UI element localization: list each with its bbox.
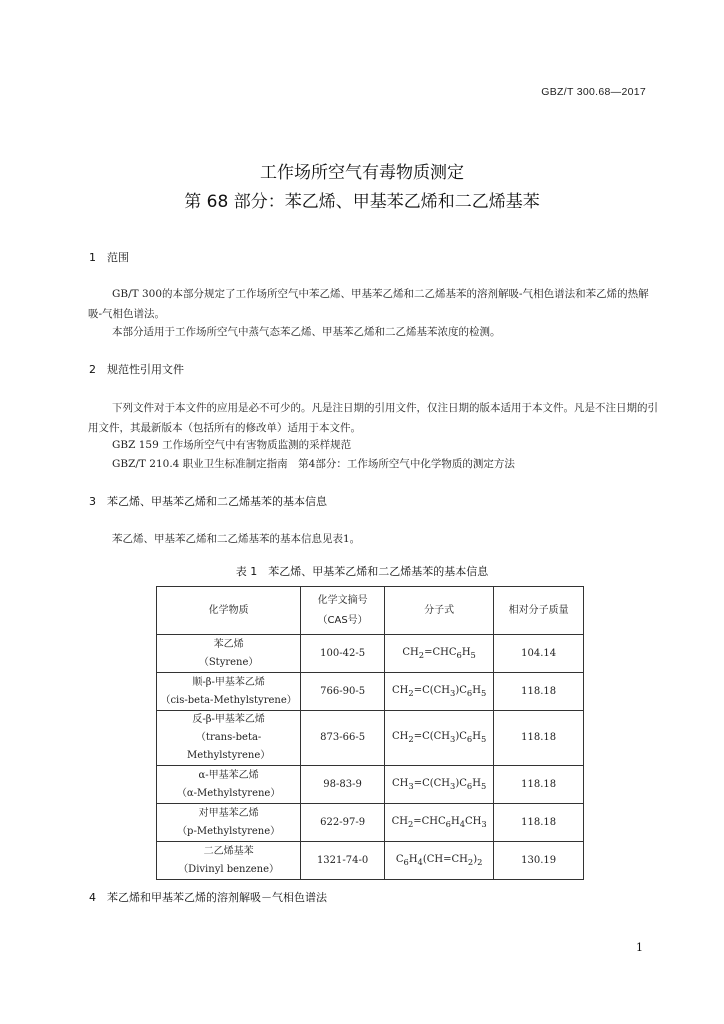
molecular-weight-cell: 118.18 bbox=[494, 766, 584, 804]
cas-cell: 100-42-5 bbox=[301, 635, 385, 673]
substance-name-cell bbox=[157, 635, 301, 673]
substance-name-en: （p-Methylstyrene） bbox=[177, 825, 281, 837]
header-cas-line1: 化学文摘号 bbox=[317, 594, 368, 606]
cas-cell: 873-66-5 bbox=[301, 711, 385, 766]
substance-name-cell bbox=[157, 711, 301, 766]
table-row bbox=[157, 635, 584, 673]
table-row bbox=[157, 766, 584, 804]
molecular-weight-cell: 118.18 bbox=[494, 804, 584, 842]
substance-name-en: （trans-beta-Methylstyrene） bbox=[186, 732, 271, 761]
section-number: 1 bbox=[89, 251, 96, 264]
table-row bbox=[157, 673, 584, 711]
scope-paragraph-2: 本部分适用于工作场所空气中蒸气态苯乙烯、甲基苯乙烯和二乙烯基苯浓度的检测。 bbox=[112, 326, 501, 338]
document-title-line1: 工作场所空气有毒物质测定 bbox=[260, 163, 464, 183]
cas-cell: 622-97-9 bbox=[301, 804, 385, 842]
section-number: 2 bbox=[89, 363, 96, 376]
section-heading-scope bbox=[89, 249, 129, 265]
section-title: 规范性引用文件 bbox=[107, 363, 184, 376]
cas-cell: 1321-74-0 bbox=[301, 842, 385, 880]
cas-cell: 98-83-9 bbox=[301, 766, 385, 804]
section-heading-normative-references bbox=[89, 361, 184, 377]
substance-name-cn: 顺-β-甲基苯乙烯 bbox=[192, 676, 265, 688]
substance-name-en: （α-Methylstyrene） bbox=[176, 787, 281, 799]
section-number: 4 bbox=[89, 891, 96, 904]
molecular-weight-cell: 118.18 bbox=[494, 711, 584, 766]
reference-gbzt-210-4: GBZ/T 210.4 职业卫生标准制定指南 第4部分：工作场所空气中化学物质的测定方法 bbox=[112, 458, 515, 470]
header-chemical-substance: 化学物质 bbox=[157, 587, 301, 635]
table-row bbox=[157, 711, 584, 766]
section-heading-basic-info bbox=[89, 493, 327, 509]
substance-name-en: （Divinyl benzene） bbox=[178, 863, 280, 875]
table-caption: 表 1 苯乙烯、甲基苯乙烯和二乙烯基苯的基本信息 bbox=[235, 565, 489, 578]
reference-gbz-159: GBZ 159 工作场所空气中有害物质监测的采样规范 bbox=[112, 439, 352, 451]
basic-info-table bbox=[156, 586, 584, 880]
section-title: 范围 bbox=[107, 251, 129, 264]
substance-name-cn: 反-β-甲基苯乙烯 bbox=[192, 714, 265, 725]
header-molecular-weight: 相对分子质量 bbox=[494, 587, 584, 635]
substance-name-cn: 二乙烯基苯 bbox=[203, 845, 254, 857]
section-title: 苯乙烯、甲基苯乙烯和二乙烯基苯的基本信息 bbox=[107, 495, 327, 508]
substance-name-cell bbox=[157, 804, 301, 842]
standard-code-header: GBZ/T 300.68—2017 bbox=[541, 86, 646, 98]
header-cas-number bbox=[301, 587, 385, 635]
substance-name-cell bbox=[157, 842, 301, 880]
header-molecular-formula: 分子式 bbox=[384, 587, 493, 635]
table-header-row bbox=[157, 587, 584, 635]
table-row bbox=[157, 804, 584, 842]
references-intro-paragraph: 下列文件对于本文件的应用是必不可少的。凡是注日期的引用文件，仅注日期的版本适用于本文件。凡是不注日期的引用文件，其最新版本（包括所有的修改单）适用于本文件。 bbox=[88, 402, 658, 434]
substance-name-cell bbox=[157, 673, 301, 711]
formula-cell: $CH_2=CHC_6H_4CH_3$ bbox=[384, 804, 493, 842]
page-number: 1 bbox=[636, 941, 643, 954]
section-number: 3 bbox=[89, 495, 96, 508]
substance-name-cn: 苯乙烯 bbox=[213, 638, 244, 650]
formula-cell: $C_6H_4(CH=CH_2)_2$ bbox=[384, 842, 493, 880]
scope-paragraph-1: GB/T 300的本部分规定了工作场所空气中苯乙烯、甲基苯乙烯和二乙烯基苯的溶剂解吸-气相色谱法和苯乙烯的热解吸-气相色谱法。 bbox=[88, 288, 649, 320]
formula-cell: $CH_2=CHC_6H_5$ bbox=[384, 635, 493, 673]
substance-name-en: （Styrene） bbox=[198, 656, 259, 668]
substance-name-cn: α-甲基苯乙烯 bbox=[198, 769, 259, 781]
substance-name-cell bbox=[157, 766, 301, 804]
substance-name-en: （cis-beta-Methylstyrene） bbox=[160, 694, 297, 706]
cas-cell: 766-90-5 bbox=[301, 673, 385, 711]
table-row bbox=[157, 842, 584, 880]
molecular-weight-cell: 130.19 bbox=[494, 842, 584, 880]
formula-cell: $CH_3=C(CH_3)C_6H_5$ bbox=[384, 766, 493, 804]
molecular-weight-cell: 118.18 bbox=[494, 673, 584, 711]
formula-cell: $CH_2=C(CH_3)C_6H_5$ bbox=[384, 673, 493, 711]
header-cas-line2: （CAS号） bbox=[317, 614, 368, 626]
formula-cell: $CH_2=C(CH_3)C_6H_5$ bbox=[384, 711, 493, 766]
substance-name-cn: 对甲基苯乙烯 bbox=[198, 807, 259, 819]
section-heading-solvent-desorption-gc bbox=[89, 889, 327, 905]
basic-info-paragraph: 苯乙烯、甲基苯乙烯和二乙烯基苯的基本信息见表1。 bbox=[112, 533, 361, 545]
section-title: 苯乙烯和甲基苯乙烯的溶剂解吸－气相色谱法 bbox=[107, 891, 327, 904]
document-title-line2: 第 68 部分：苯乙烯、甲基苯乙烯和二乙烯基苯 bbox=[184, 192, 540, 212]
molecular-weight-cell: 104.14 bbox=[494, 635, 584, 673]
